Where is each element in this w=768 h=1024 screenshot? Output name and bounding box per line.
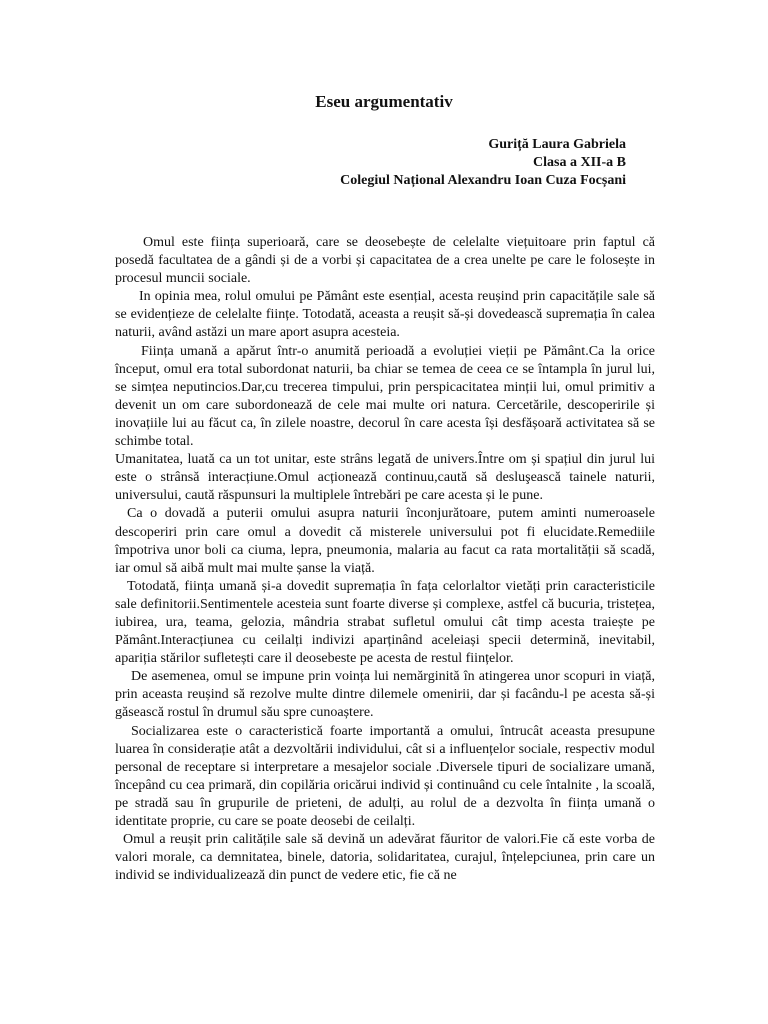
essay-paragraph: Socializarea este o caracteristică foarte importantă a omului, întrucât aceasta presupune luarea în considerație atât a dezvoltării individului, cât si a influențelor sociale, respectiv modul personal de receptare si interpretare a mesajelor sociale .Diversele tipuri de socializare umană, începând cu cea primară, din copilăria oricărui individ și continuând cu cele întalnite , la scoală, pe stradă sau în grupurile de prieteni, de adulți, au rolul de a dezvolta în ființa umană o identitate proprie, cu care se poate deosebi de ceilalți. xyxy=(115,723,655,829)
essay-paragraph: Ca o dovadă a puterii omului asupra naturii înconjurătoare, putem aminti numeroasele descoperiri prin care omul a dovedit că misterele universului pot fi elucidate.Remediile împotriva unor boli ca ciuma, lepra, pneumonia, malaria au facut ca rata mortalității să scadă, iar omul să aibă mult mai multe șanse la viață. xyxy=(115,506,655,576)
essay-paragraph: Ființa umană a apărut într-o anumită perioadă a evoluției vieții pe Pământ.Ca la orice început, omul era total subordonat naturii, ba chiar se temea de ceea ce se întampla în jurul lui, se simțea neputincios.Dar,cu trecerea timpului, prin perspicacitatea minții lui, omul primitiv a devenit un om care subordonează de cele mai multe ori natura. Cercetările, descoperirile și inovațiile lui au făcut ca, în zilele noastre, decorul în care acesta își desfășoară activitatea să se schimbe total. xyxy=(115,343,655,450)
essay-paragraph: Umanitatea, luată ca un tot unitar, este strâns legată de univers.Între om și spațiul din jurul lui este o strânsă interacțiune.Omul acționează continuu,caută să desluşească tainele naturii, universului, caută răspunsuri la multiplele întrebări pe care acesta și le pune. xyxy=(115,452,655,504)
author-block xyxy=(340,136,626,190)
essay-paragraph: Omul a reușit prin calitățile sale să devină un adevărat făuritor de valori.Fie că este vorba de valori morale, ca demnitatea, binele, datoria, solidaritatea, curajul, înțelepciunea, prin care un individ se individualizează din punct de vedere etic, fie că ne xyxy=(115,832,655,884)
author-class: Clasa a XII-a B xyxy=(533,155,626,170)
essay-paragraph: Omul este ființa superioară, care se deosebește de celelalte viețuitoare prin faptul că posedă facultatea de a gândi și de a vorbi și capacitatea de a crea unelte pe care le folosește in procesul muncii sociale. xyxy=(115,235,655,287)
author-name: Guriță Laura Gabriela xyxy=(488,137,626,152)
essay-paragraph: Totodată, ființa umană și-a dovedit supremația în fața celorlaltor vietăți prin caracteristicile sale definitorii.Sentimentele acesteia sunt foarte diverse și complexe, astfel că bucuria, tristețea, iubirea, ura, teama, gelozia, mândria strabat sufletul omului cât timp acesta traiește pe Pământ.Interacțiunea cu ceilalți indivizi aparținând aceleiași specii determină, inevitabil, apariția stărilor sufletești care il deosebeste pe acesta de restul ființelor. xyxy=(115,578,655,667)
author-school: Colegiul Național Alexandru Ioan Cuza Focșani xyxy=(340,173,626,188)
document-title: Eseu argumentativ xyxy=(315,92,453,111)
essay-paragraph: In opinia mea, rolul omului pe Pământ este esențial, acesta reușind prin capacitățile sale să se evidențieze de celelalte ființe. Totodată, aceasta a reușit să-și dovedească supremația în calea naturii, având astăzi un mare aport asupra acesteia. xyxy=(115,289,655,341)
essay-body xyxy=(115,234,655,885)
essay-paragraph: De asemenea, omul se impune prin voința lui nemărginită în atingerea unor scopuri in viață, prin aceasta reușind să rezolve multe dintre dilemele omenirii, dar și facându-l pe acesta să-și găsească rostul în drumul său spre cunoaștere. xyxy=(115,669,655,721)
